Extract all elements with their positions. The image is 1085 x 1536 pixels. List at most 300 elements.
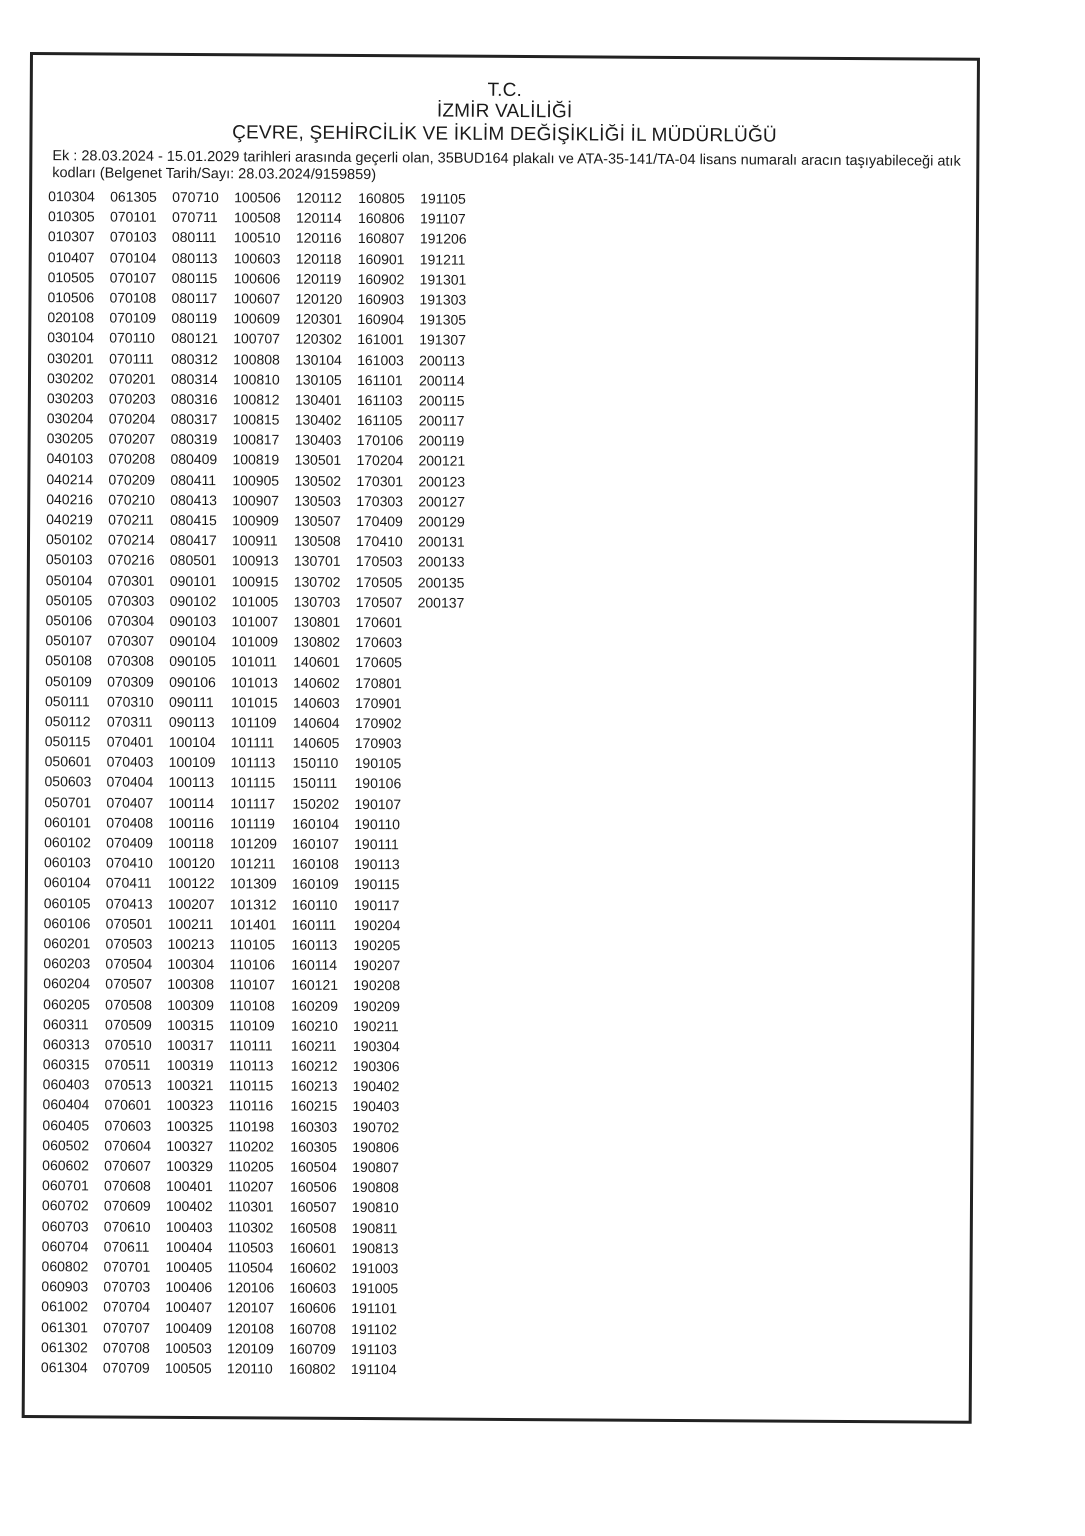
waste-code: 060105 — [43, 894, 91, 911]
waste-code: 130105 — [294, 371, 342, 388]
waste-code: 100915 — [231, 572, 279, 590]
waste-code: 030203 — [46, 389, 94, 407]
waste-code: 160305 — [290, 1138, 338, 1155]
waste-code: 160108 — [291, 855, 339, 873]
code-column — [41, 186, 110, 1377]
waste-code: 190403 — [352, 1098, 400, 1115]
waste-code: 190107 — [354, 795, 402, 812]
waste-code: 130501 — [294, 452, 342, 469]
waste-code: 190208 — [353, 977, 401, 994]
waste-code: 060315 — [42, 1056, 90, 1073]
waste-code: 050601 — [44, 753, 92, 770]
waste-code: 060106 — [43, 914, 91, 932]
waste-code: 160121 — [291, 976, 339, 994]
waste-code: 070709 — [102, 1359, 150, 1376]
waste-code: 200133 — [417, 553, 465, 571]
waste-code: 050106 — [45, 612, 93, 629]
waste-code: 061302 — [41, 1338, 88, 1356]
waste-code: 100308 — [167, 976, 215, 993]
waste-code: 070211 — [108, 511, 154, 528]
waste-code: 161105 — [356, 412, 403, 429]
waste-code: 160213 — [290, 1077, 338, 1095]
waste-code: 101309 — [229, 875, 277, 892]
waste-code: 120120 — [295, 290, 343, 307]
waste-code: 160107 — [292, 835, 339, 852]
waste-code: 191206 — [419, 230, 467, 248]
waste-code: 130507 — [294, 512, 341, 529]
waste-code: 100402 — [165, 1198, 213, 1215]
waste-code: 100817 — [232, 431, 280, 448]
waste-code: 070311 — [106, 713, 153, 730]
waste-code: 080415 — [170, 511, 217, 529]
waste-code: 080312 — [171, 350, 218, 367]
waste-code: 100407 — [165, 1299, 213, 1316]
waste-code: 070711 — [171, 209, 218, 226]
waste-code: 090103 — [169, 612, 217, 630]
waste-code: 190304 — [352, 1037, 400, 1055]
waste-code: 070403 — [106, 753, 154, 771]
waste-code: 110198 — [228, 1117, 275, 1135]
waste-code: 160904 — [357, 311, 405, 328]
waste-code: 100120 — [167, 855, 215, 872]
waste-code: 160114 — [291, 956, 338, 974]
waste-code: 120106 — [227, 1279, 275, 1296]
waste-code: 080115 — [171, 269, 218, 286]
waste-code: 100315 — [167, 1016, 214, 1033]
waste-code: 190813 — [351, 1239, 399, 1257]
waste-code: 110207 — [228, 1178, 274, 1195]
waste-code: 100905 — [232, 471, 280, 489]
waste-code: 090113 — [168, 713, 215, 731]
waste-code: 070109 — [109, 309, 157, 326]
waste-code: 160805 — [358, 190, 405, 207]
waste-code: 070207 — [108, 430, 156, 448]
waste-code: 080117 — [171, 289, 218, 307]
waste-code: 160209 — [291, 997, 338, 1014]
waste-code: 130503 — [294, 492, 342, 509]
code-column — [165, 187, 234, 1378]
waste-code: 160901 — [357, 250, 405, 267]
waste-code: 170409 — [356, 513, 403, 530]
waste-code: 070404 — [106, 773, 154, 791]
waste-code: 070609 — [103, 1197, 151, 1215]
waste-code: 100405 — [165, 1258, 213, 1276]
waste-code: 070607 — [104, 1157, 151, 1174]
waste-code: 070107 — [109, 269, 157, 286]
waste-code: 200113 — [419, 351, 465, 369]
waste-code: 100609 — [233, 310, 281, 327]
waste-code: 160303 — [290, 1118, 338, 1135]
waste-code: 060704 — [41, 1237, 89, 1255]
waste-code: 191305 — [419, 311, 467, 328]
waste-code: 190806 — [352, 1138, 400, 1156]
waste-code: 070308 — [107, 652, 155, 670]
waste-code: 110116 — [228, 1097, 274, 1114]
waste-code: 160606 — [289, 1299, 337, 1317]
waste-code: 200117 — [418, 412, 465, 429]
waste-code: 200121 — [418, 452, 466, 470]
waste-code: 110205 — [228, 1158, 274, 1175]
waste-code: 100207 — [167, 895, 215, 912]
waste-code: 070111 — [109, 349, 154, 367]
waste-code: 130508 — [293, 532, 341, 550]
waste-code: 100325 — [166, 1117, 214, 1134]
waste-code: 130802 — [293, 633, 341, 651]
document-header — [32, 77, 976, 148]
waste-code: 170303 — [356, 492, 404, 510]
waste-code: 090102 — [169, 592, 217, 609]
waste-code: 101312 — [229, 895, 277, 913]
waste-code: 061002 — [41, 1298, 89, 1315]
waste-code: 101115 — [230, 774, 276, 791]
waste-code: 130801 — [293, 613, 341, 630]
waste-code: 080121 — [171, 330, 219, 347]
waste-code: 160903 — [357, 290, 405, 308]
waste-code: 170410 — [355, 533, 403, 550]
waste-code: 160104 — [292, 815, 340, 832]
waste-code: 190209 — [353, 997, 400, 1014]
waste-code: 080501 — [169, 552, 217, 569]
waste-code: 060602 — [42, 1157, 89, 1174]
waste-code: 160806 — [357, 210, 405, 227]
waste-code: 070510 — [104, 1036, 152, 1053]
waste-code: 191102 — [351, 1320, 397, 1337]
waste-code: 060201 — [43, 935, 91, 952]
waste-code: 070704 — [103, 1298, 151, 1316]
waste-code: 191307 — [419, 331, 467, 348]
waste-code: 190205 — [353, 936, 401, 954]
waste-code: 170603 — [355, 634, 403, 651]
waste-code: 130702 — [293, 573, 341, 590]
waste-code: 160504 — [290, 1158, 337, 1175]
waste-code: 110115 — [228, 1077, 274, 1094]
waste-code: 101401 — [229, 915, 277, 933]
waste-code: 110202 — [228, 1138, 275, 1155]
waste-code: 070303 — [107, 592, 155, 609]
waste-code: 010407 — [47, 248, 95, 265]
waste-code: 100116 — [168, 814, 215, 831]
waste-code: 160113 — [291, 936, 338, 953]
code-column — [351, 188, 420, 1379]
waste-code: 170503 — [355, 553, 403, 570]
waste-code: 100122 — [167, 875, 215, 892]
waste-code: 100309 — [167, 996, 214, 1013]
waste-code: 190110 — [354, 815, 401, 833]
waste-code: 100109 — [168, 754, 216, 771]
waste-code: 020108 — [47, 309, 95, 326]
waste-code: 120112 — [296, 189, 342, 206]
waste-code: 070103 — [109, 228, 157, 246]
waste-code: 200135 — [417, 573, 465, 591]
waste-code: 130401 — [294, 391, 342, 408]
waste-code: 100810 — [232, 370, 280, 388]
waste-code: 101119 — [230, 815, 275, 832]
waste-code: 100304 — [167, 955, 215, 973]
waste-code: 191301 — [419, 271, 467, 288]
waste-code: 090106 — [169, 673, 216, 690]
waste-code: 040216 — [46, 490, 94, 508]
waste-code: 060203 — [43, 955, 91, 972]
waste-code: 070601 — [104, 1096, 152, 1114]
waste-code: 190115 — [353, 876, 400, 893]
waste-code: 050104 — [45, 571, 93, 588]
waste-code: 100329 — [166, 1157, 213, 1175]
waste-code: 070701 — [103, 1258, 151, 1275]
waste-code: 080409 — [170, 451, 218, 468]
waste-code: 100406 — [165, 1278, 213, 1296]
waste-code: 130502 — [294, 472, 342, 489]
waste-code: 101007 — [231, 613, 279, 630]
waste-code: 100321 — [166, 1077, 214, 1094]
waste-code: 160506 — [290, 1178, 337, 1196]
waste-code: 140604 — [292, 714, 340, 731]
waste-code: 060903 — [41, 1278, 89, 1295]
waste-code: 100211 — [167, 915, 214, 932]
waste-code: 110108 — [229, 996, 275, 1014]
waste-code: 100401 — [166, 1178, 213, 1195]
waste-code: 190306 — [352, 1058, 400, 1075]
waste-code: 190105 — [354, 755, 402, 772]
waste-code: 080111 — [171, 229, 217, 246]
waste-code: 200115 — [418, 392, 465, 409]
waste-code: 050603 — [44, 773, 92, 790]
waste-code: 110504 — [227, 1259, 274, 1276]
waste-code: 060103 — [44, 854, 91, 871]
waste-code: 160902 — [357, 270, 405, 288]
waste-code: 100510 — [233, 229, 281, 246]
waste-code: 161101 — [356, 371, 403, 388]
waste-code: 200114 — [418, 372, 465, 389]
waste-code: 130402 — [294, 411, 342, 428]
waste-code: 191105 — [420, 190, 466, 207]
code-column — [227, 187, 296, 1378]
waste-code: 161001 — [357, 331, 405, 348]
waste-code: 060104 — [43, 874, 91, 891]
waste-code: 070503 — [105, 935, 153, 952]
waste-code: 080319 — [170, 431, 218, 448]
waste-code: 120118 — [295, 250, 342, 267]
waste-code: 190207 — [353, 957, 401, 974]
waste-code: 101015 — [230, 693, 278, 711]
waste-code: 140603 — [292, 694, 340, 711]
waste-code: 100607 — [233, 290, 281, 307]
waste-code: 100508 — [233, 209, 281, 226]
waste-code: 160109 — [291, 875, 339, 893]
waste-code: 150202 — [292, 795, 340, 812]
waste-code: 100907 — [232, 492, 280, 509]
waste-code: 191101 — [351, 1300, 398, 1317]
waste-code: 060702 — [41, 1197, 89, 1214]
waste-code: 070610 — [103, 1218, 151, 1235]
waste-code: 120110 — [226, 1360, 273, 1377]
waste-code: 030104 — [47, 329, 95, 346]
waste-code: 191103 — [351, 1340, 397, 1357]
waste-code: 170204 — [356, 452, 404, 469]
waste-code: 190811 — [351, 1219, 398, 1236]
annex-note: Ek : 28.03.2024 - 15.01.2029 tarihleri arasında geçerli olan, 35BUD164 plakalı ve ATA-35-141/TA-04 lisans numaralı aracın taşıyabileceği atık kodları (Belgenet Tarih/Sayı: 28.03.2024/9159859) — [52, 148, 961, 184]
waste-code: 050102 — [45, 531, 93, 548]
waste-code: 160212 — [290, 1057, 338, 1074]
waste-code: 030201 — [47, 349, 94, 366]
waste-code: 010506 — [47, 289, 95, 306]
waste-code: 101013 — [231, 673, 278, 691]
waste-code: 120109 — [227, 1339, 274, 1357]
waste-code: 110105 — [229, 936, 276, 953]
waste-code: 170801 — [355, 674, 402, 691]
waste-code: 110301 — [227, 1198, 274, 1215]
waste-code: 070504 — [105, 955, 153, 972]
waste-code-columns — [41, 186, 976, 1383]
waste-code: 170301 — [356, 472, 404, 489]
waste-code: 101211 — [229, 855, 276, 872]
waste-code: 070309 — [107, 672, 154, 690]
waste-code: 160603 — [289, 1279, 337, 1297]
waste-code: 170903 — [354, 735, 402, 752]
waste-code: 050115 — [44, 733, 91, 750]
waste-code: 170507 — [355, 593, 403, 611]
waste-code: 070611 — [103, 1238, 150, 1255]
header-line-tc: T.C. — [487, 79, 523, 102]
waste-code: 200131 — [417, 533, 465, 550]
waste-code: 030202 — [46, 369, 94, 387]
waste-code: 101109 — [230, 714, 277, 731]
waste-code: 140601 — [293, 653, 341, 671]
waste-code: 070710 — [172, 188, 219, 206]
waste-code: 101111 — [230, 734, 275, 751]
waste-code: 100808 — [233, 350, 280, 368]
waste-code: 160709 — [289, 1340, 336, 1357]
waste-code: 060311 — [43, 1015, 89, 1033]
waste-code: 100819 — [232, 451, 280, 468]
waste-code: 100506 — [234, 189, 281, 206]
waste-code: 191303 — [419, 291, 467, 308]
waste-code: 160802 — [288, 1360, 336, 1377]
waste-code: 190808 — [352, 1179, 399, 1196]
waste-code: 100606 — [233, 269, 281, 287]
waste-code: 080314 — [170, 370, 218, 387]
waste-code: 070401 — [106, 733, 154, 750]
waste-code: 070608 — [104, 1177, 151, 1194]
waste-code: 070208 — [108, 450, 156, 468]
waste-code: 060405 — [42, 1116, 90, 1134]
waste-code: 110107 — [229, 976, 276, 993]
waste-code: 050112 — [44, 712, 91, 730]
waste-code: 120302 — [295, 330, 343, 348]
waste-code: 100403 — [165, 1218, 213, 1235]
waste-code: 110113 — [228, 1057, 274, 1074]
waste-code: 100114 — [168, 794, 215, 811]
waste-code: 070707 — [103, 1318, 150, 1336]
waste-code: 191005 — [351, 1280, 399, 1297]
waste-code: 170902 — [354, 714, 402, 732]
waste-code: 050701 — [44, 793, 92, 811]
waste-code: 070307 — [107, 632, 155, 649]
waste-code: 080317 — [170, 410, 218, 428]
waste-code: 070201 — [108, 370, 156, 387]
waste-code: 060205 — [43, 995, 90, 1012]
waste-code: 060404 — [42, 1096, 90, 1113]
waste-code: 190111 — [354, 835, 399, 853]
waste-code: 170601 — [355, 613, 403, 631]
document-frame — [22, 52, 980, 1424]
waste-code: 101005 — [231, 592, 279, 610]
waste-code: 120107 — [227, 1299, 275, 1316]
waste-code: 190117 — [353, 896, 400, 913]
waste-code: 160601 — [289, 1239, 337, 1256]
waste-code: 080411 — [170, 471, 217, 488]
waste-code: 110302 — [227, 1218, 274, 1236]
waste-code: 100913 — [231, 552, 279, 569]
waste-code: 061305 — [110, 188, 157, 205]
waste-code: 160807 — [357, 230, 405, 247]
waste-code: 130701 — [293, 552, 341, 570]
waste-code: 130104 — [295, 351, 342, 368]
waste-code: 100319 — [166, 1056, 214, 1074]
waste-code: 160210 — [291, 1017, 338, 1034]
waste-code: 070101 — [109, 208, 157, 225]
waste-code: 070408 — [106, 814, 154, 831]
waste-code: 130703 — [293, 593, 341, 610]
waste-code: 100327 — [166, 1137, 214, 1154]
code-column — [103, 186, 172, 1377]
waste-code: 040219 — [46, 511, 93, 528]
waste-code: 070413 — [105, 895, 153, 912]
header-line-governorship: İZMİR VALİLİĞİ — [436, 100, 573, 123]
waste-code: 030205 — [46, 430, 94, 447]
waste-code: 010307 — [47, 228, 95, 245]
waste-code: 060313 — [42, 1035, 90, 1053]
waste-code: 060101 — [44, 813, 92, 831]
waste-code: 100812 — [232, 391, 280, 408]
waste-code: 120119 — [295, 270, 342, 287]
waste-code: 190211 — [353, 1017, 399, 1034]
waste-code: 070513 — [104, 1076, 152, 1094]
waste-code: 080119 — [171, 309, 218, 327]
waste-code: 100104 — [168, 733, 216, 751]
waste-code: 070209 — [108, 471, 156, 488]
waste-code: 061304 — [40, 1358, 88, 1376]
waste-code: 170106 — [356, 432, 404, 449]
waste-code: 130403 — [294, 431, 342, 449]
waste-code: 070203 — [108, 390, 156, 407]
waste-code: 061301 — [41, 1318, 88, 1335]
waste-code: 120114 — [295, 209, 342, 227]
waste-code: 070110 — [109, 329, 155, 347]
waste-code: 060204 — [43, 975, 91, 992]
waste-code: 160602 — [289, 1259, 337, 1276]
waste-code: 160211 — [290, 1037, 337, 1054]
waste-code: 050105 — [45, 591, 93, 609]
waste-code: 170901 — [354, 694, 402, 711]
waste-code: 070410 — [106, 854, 153, 871]
waste-code: 030204 — [46, 410, 94, 427]
waste-code: 070214 — [107, 531, 155, 548]
waste-code: 120108 — [227, 1319, 274, 1337]
waste-code: 190807 — [352, 1158, 399, 1176]
waste-code: 160110 — [291, 896, 338, 913]
waste-code: 101117 — [230, 794, 276, 812]
waste-code: 060403 — [42, 1076, 90, 1093]
waste-code: 191107 — [419, 210, 466, 227]
waste-code: 100707 — [233, 330, 281, 347]
waste-code: 110111 — [228, 1037, 273, 1054]
waste-code: 161003 — [357, 351, 404, 368]
waste-code: 010305 — [47, 208, 95, 225]
waste-code: 070603 — [104, 1117, 152, 1134]
waste-code: 060802 — [41, 1258, 89, 1275]
waste-code: 100503 — [165, 1339, 212, 1356]
waste-code: 120116 — [295, 230, 342, 247]
